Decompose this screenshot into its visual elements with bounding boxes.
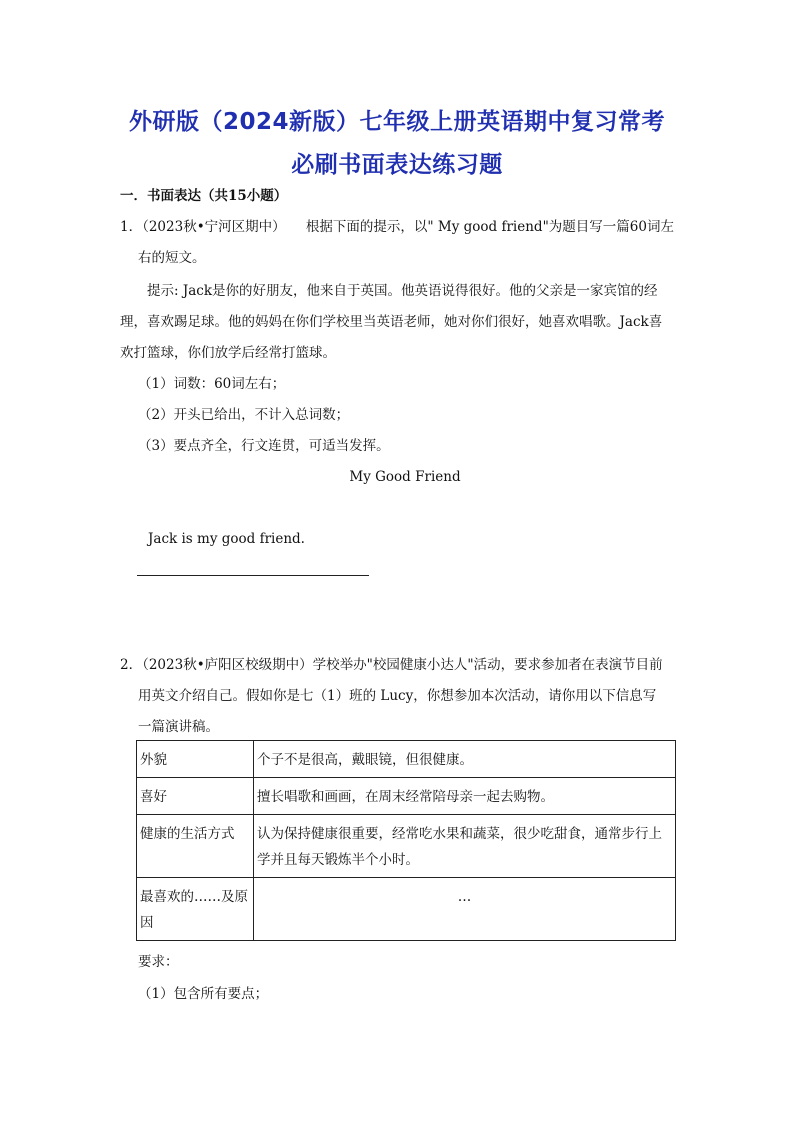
q1-essay-start: Jack is my good friend. xyxy=(148,531,305,547)
document-title-line2: 必刷书面表达练习题 xyxy=(291,152,503,178)
q2-requirement-1: （1）包含所有要点； xyxy=(138,986,269,1002)
q1-answer-line xyxy=(137,575,369,576)
q1-requirement-2: （2）开头已给出，不计入总词数； xyxy=(138,407,350,423)
document-title-line1: 外研版（2024新版）七年级上册英语期中复习常考 xyxy=(128,109,665,135)
table-row xyxy=(137,741,676,778)
table-cell-key: 健康的生活方式 xyxy=(137,815,254,878)
q2-prompt-line2: 用英文介绍自己。假如你是七（1）班的 Lucy，你想参加本次活动，请你用以下信息写 xyxy=(138,688,657,704)
table-cell-value: 擅长唱歌和画画，在周末经常陪母亲一起去购物。 xyxy=(254,778,676,815)
q2-requirements-label: 要求： xyxy=(138,954,179,970)
section-heading: 一．书面表达（共15小题） xyxy=(120,188,288,204)
table-cell-key: 喜好 xyxy=(137,778,254,815)
q2-info-table xyxy=(136,740,676,941)
q1-prompt-line1: 1．（2023秋•宁河区期中） 根据下面的提示，以" My good friend"为题目写一篇60词左 xyxy=(120,219,674,235)
table-cell-value-line2: 学并且每天锻炼半个小时。 xyxy=(257,852,419,868)
q1-hint-line1: 提示: Jack是你的好朋友，他来自于英国。他英语说得很好。他的父亲是一家宾馆的经 xyxy=(147,283,658,299)
table-cell-value-line1: 认为保持健康很重要，经常吃水果和蔬菜，很少吃甜食，通常步行上 xyxy=(257,826,662,842)
table-row xyxy=(137,778,676,815)
table-row xyxy=(137,878,676,941)
table-cell-key-line1: 最喜欢的……及原 xyxy=(140,889,248,905)
q2-prompt-line1: 2．（2023秋•庐阳区校级期中）学校举办"校园健康小达人"活动，要求参加者在表演节目前 xyxy=(120,657,663,673)
table-cell-value: 个子不是很高，戴眼镜，但很健康。 xyxy=(254,741,676,778)
q1-essay-title: My Good Friend xyxy=(349,469,461,485)
table-cell-key-line2: 因 xyxy=(140,915,154,931)
table-cell-value xyxy=(254,815,676,878)
table-cell-key xyxy=(137,878,254,941)
q1-hint-line2: 理，喜欢踢足球。他的妈妈在你们学校里当英语老师，她对你们很好，她喜欢唱歌。Jack喜 xyxy=(120,314,663,330)
table-cell-value: … xyxy=(254,878,676,941)
q1-hint-line3: 欢打篮球，你们放学后经常打篮球。 xyxy=(120,345,336,361)
table-row xyxy=(137,815,676,878)
table-cell-key: 外貌 xyxy=(137,741,254,778)
q1-prompt-line2: 右的短文。 xyxy=(138,250,206,266)
q2-prompt-line3: 一篇演讲稿。 xyxy=(138,719,219,735)
q1-requirement-3: （3）要点齐全，行文连贯，可适当发挥。 xyxy=(138,438,390,454)
q1-requirement-1: （1）词数：60词左右； xyxy=(138,376,286,392)
